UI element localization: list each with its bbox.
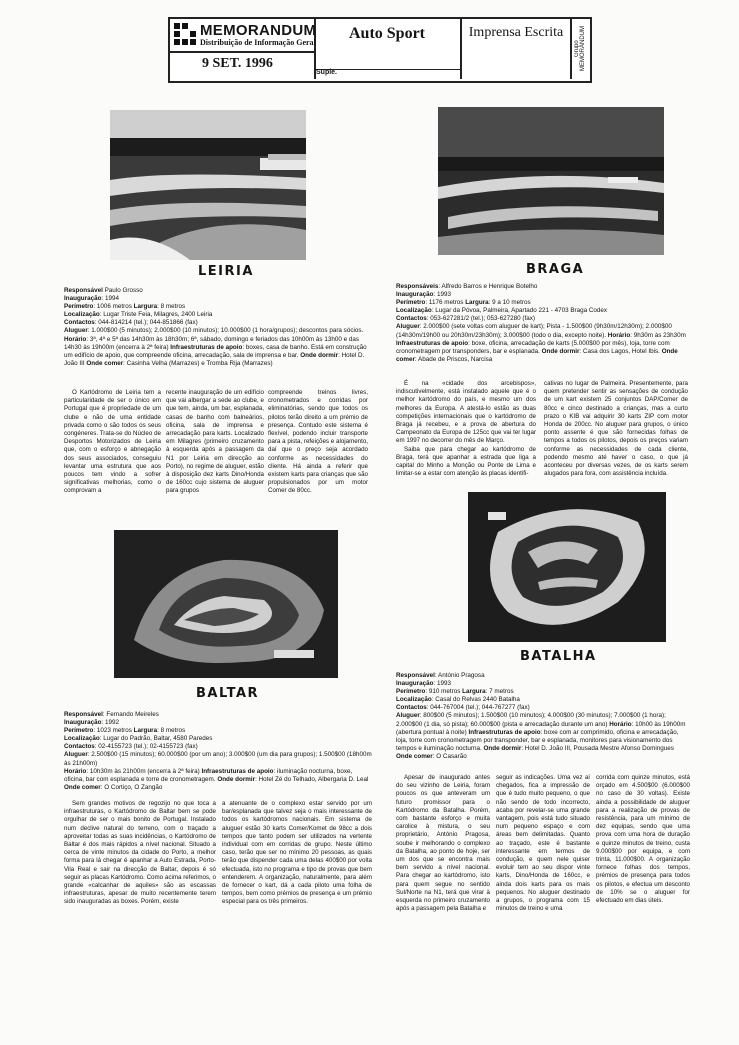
batalha-info — [396, 672, 688, 761]
batalha-track-photo — [468, 492, 666, 642]
batalha-column-2: seguir as indicações. Uma vez aí chegados, fica a impressão de que é tudo muito pequeno, o que não sendo de todo incorrecto, acaba por revelar-se uma grande vantagem, pois está tudo situado num pequeno espaço e com áreas bem delimitadas. Quanto ao traçado, este é bastante interessante em termos de condução, e quem nele quiser evoluir tem ao seu dispor vinte karts, Dino/Honda de 160cc, e ainda dois karts para os mais pequenos. No aluguer destinado a grupos, o programa com 15 minutos de treino e uma — [496, 774, 590, 913]
baltar-column-2: a atenuante de o complexo estar servido por um bar/esplanada que talvez seja o mais interessante de todos os kartódromos nacionais. Em sistema de aluguer estão 30 karts Comer/Komet de 98cc a dois tempos que tanto podem ser utilizados na vertente individual com em corridas de grupo. Neste último caso, terão que ser no mínimo 20 pessoas, as quais terão que dispender cada uma delas 400$00 por volta efectuada, isto no programa e tipo de provas que bem entenderem. A organização, naturalmente, para além de fornecer o kart, dá a cada piloto uma folha de tempos, bem como prémios de presença e um prémio especial para os três primeiros. — [222, 800, 372, 906]
memorandum-subtitle: Distribuição de Informação Geral — [200, 38, 316, 47]
batalha-column-3: corrida com quinze minutos, está orçado em 4.500$00 (6.000$00 no caso de 30 voltas). Existe ainda a possibilidade de aluguer para a realização de provas de resistência, para um mínimo de dez equipas, sendo que uma prova com uma hora de duração e quinze minutos de treino, custa 9.000$00 por equipa, e com trinta, 11.000$00. A organização fornece folhas dos tempos, prémios de presença para todos os pilotos, e efectua um desconto de 10% se o aluguer for efectuado em dias úteis. — [596, 774, 690, 905]
batalha-info-line: Perímetro: 910 metros Largura: 7 metros — [396, 688, 514, 696]
baltar-column-1: Sem grandes motivos de regozijo no que toca a infraestruturas, o Kartódromo de Baltar bem se pode orgulhar de ser o mais bonito de Portugal. Instalado num declive natural do terreno, com o traçado a aproveitar todas as suas incidências, o Kartódromo de Baltar é dos mais rápidos a nível nacional. Situado a cerca de vinte minutos da cidade do Porto, a melhor forma para lá chegar é apanhar a Auto Estrada, Porto-Vila Real e sair na direcção de Baltar, depois é só seguir as placas Kartódromo. Como acima referimos, o grande «calcanhar de aquiles» são as escassas infraestruturas, apesar de muito recentemente terem sido inauguradas as boxes. Porém, existe — [64, 800, 216, 906]
braga-info-line: Responsáveis: Alfredo Barros e Henrique Botelho — [396, 283, 538, 290]
leiria-info-line: Perímetro: 1006 metros Largura: 8 metros — [64, 303, 186, 311]
braga-track-photo — [438, 107, 664, 255]
baltar-info — [64, 711, 372, 792]
leiria-info-line: Aluguer: 1.000$00 (5 minutos); 2.000$00 (10 minutos); 10.000$00 (1 hora/grupos); descontos para sócios. — [64, 327, 364, 335]
publication-name: Auto Sport — [348, 25, 425, 42]
baltar-info-line: Aluguer: 2.500$00 (15 minutos); 60.000$00 (por um ano); 3.000$00 (um dia para grupos); 1.500$00 (18h00m às 21h00m) — [64, 751, 372, 767]
leiria-info — [64, 287, 370, 368]
batalha-info-line: Localização: Casal do Relvas 2440 Batalha — [396, 696, 520, 704]
leiria-info-line: Responsável Paulo Grosso — [64, 287, 143, 294]
braga-title: BRAGA — [526, 262, 585, 277]
memorandum-logo-icon — [174, 23, 196, 45]
batalha-info-line: Aluguer: 800$00 (5 minutos); 1.500$00 (10 minutos); 4.000$00 (30 minutos); 7.000$00 (1 hora); 2.000$00 (1 dia, só pista); 60.000$00 (pista e arrecadação durante um ano) Horário: 10h00 às 19h00m (abertura pontual à noite) Infraestruturas de apoio: boxe com ar comprimido, oficina e arrecadação, loja, torre com cronometragem por transponder, bar e esplanada, monitores para visionamento dos tempos e iluminação nocturna. Onde dormir: Hotel D. João III, Pousada Mestre Afonso Domingues Onde comer: O Casarão — [396, 712, 686, 760]
leiria-title: LEIRIA — [198, 264, 254, 279]
batalha-info-line: Responsável: António Pragosa — [396, 672, 485, 679]
leiria-info-line: Localização: Lugar Triste Feia, Milagres, 2400 Leiria — [64, 311, 213, 319]
batalha-info-line: Contactos: 044-767004 (tel.); 044-767277 (fax) — [396, 704, 530, 712]
leiria-column-3: compreende treinos livres, cronometrados e corridas por eliminatórias, sendo que todos os pilotos terão direito a um prémio de presença. Contudo este sistema é flexível, podendo incluir transporte para a pista, refeições e alojamento, daí que o preço seja acordado conforme as necessidades do cliente. Há ainda a referir que existem karts para crianças que são propulsionados por um motor Comer de 80cc. — [268, 389, 368, 495]
batalha-info-line: Inauguração: 1993 — [396, 680, 451, 688]
baltar-track-photo — [114, 530, 338, 678]
braga-info-line: Perímetro: 1176 metros Largura: 9 a 10 metros — [396, 299, 531, 307]
clipping-date: 9 SET. 1996 — [202, 56, 273, 71]
group-label: Grupo MEMORANDUM — [574, 26, 586, 72]
braga-column-1: É na «cidade dos arcebispos», indiscutivelmente, está instalado aquele que é o melhor kartódromo do país, e mesmo um dos melhores da Europa. A atestá-lo estão as duas competições internacionais que o kartódromo de Braga já recebeu, e a prova de abertura do Campeonato da Europa de 125cc que vai ter lugar em 1997 no decorrer do mês de Março. Saiba que para chegar ao kartódromo de Braga, terá que apanhar a estrada que liga a capital do Minho a Monção ou Ponte de Lima e limitar-se a estar com atenção às placas identifi- — [396, 380, 536, 478]
braga-info-line: Inauguração: 1993 — [396, 291, 451, 299]
baltar-info-line: Perímetro: 1023 metros Largura: 8 metros — [64, 727, 186, 735]
leiria-info-line: Horário: 3ª, 4ª e 5ª das 14h30m às 18h30m; 6ª, sábado, domingo e feriados das 10h00m às 13h00 e das 14h30 às 19h00m (encerra à 2ª feira) Infraestruturas de apoio: boxes, casa de banho. Está em construção um edifício de apoio, que compreende oficina, arrecadação, sala de imprensa e bar. Onde dormir: Hotel D. João III Onde comer: Casinha Velha (Marrazes) e Tromba Rija (Marrazes) — [64, 335, 367, 367]
batalha-column-1: Apesar de inaugurado antes do seu vizinho de Leiria, foram poucos os que anteveram um futuro promissor para o Kartódromo da Batalha. Porém, com bastante esforço e muita carolice à mistura, o seu proprietário, António Pragosa, soube ir melhorando o complexo da Batalha, ao ponto de hoje, ser um dos que se encontra mais bem servido a nível nacional. Para chegar ao kartódromo, isto para quem segue no sentido Sul/Norte na N1, terá que virar à esquerda no primeiro cruzamento após a passagem pela Batalha e — [396, 774, 490, 913]
baltar-info-line: Inauguração: 1992 — [64, 719, 119, 727]
leiria-column-1: O Kartódromo de Leiria tem a particularidade de ser o único em Portugal que é propriedade de um clube e não de uma entidade privada como o são todos os seus congéneres. Trata-se do Núcleo de Desportos Motorizados de Leiria que, com o esforço e abnegação dos seus associados, conseguiu levantar uma estrutura que aos poucos tem vindo a sofrer significativas melhorias, como o comprovam a — [64, 389, 161, 495]
baltar-info-line: Horário: 10h30m às 21h00m (encerra à 2ª feira) Infraestruturas de apoio: iluminação nocturna, boxe, oficina, bar com esplanada e torre de cronometragem. Onde dormir: Hotel Zé do Telhado, Albergaria D. Leal Onde comer: O Cortiço, O Zangão — [64, 767, 369, 791]
baltar-info-line: Contactos: 02-4155723 (tel.); 02-4155723 (fax) — [64, 743, 198, 751]
leiria-info-line: Inauguração: 1994 — [64, 295, 119, 303]
memorandum-logo-text: MEMORANDUM — [200, 22, 317, 39]
braga-column-2: cativas no lugar de Palmeira. Presentemente, para quem pretender sentir as sensações de condução de um kart existem 25 conjuntos DAP/Comer de 80cc e cinco destinado a crianças, mas a curto prazo o KIB vai adquirir 30 karts ZIP com motor Honda de 200cc. No aluguer para grupos, o único ponto assente é que são fornecidas folhas de tempos a todos os pilotos, depois os preços variam conforme as necessidades de cada cliente, podendo mesmo até haver o caso, o que já aconteceu por diversas vezes, de os karts serem alugados para fora, com assistência incluída. — [544, 380, 688, 478]
leiria-column-2: recente inauguração de um edifício que vai albergar a sede ao clube, e que tem, ainda, um bar, esplanada, casas de banho com balneários, oficina, sala de imprensa e arrecadação para karts. Localizado em Milagres (primeiro cruzamento à esquerda após a passagem da N1 por Leiria em direcção ao Porto), no regime de aluguer, estão à disposição dez karts Dino/Honda de 160cc cujo sistema de aluguer para grupos — [166, 389, 264, 495]
media-category: Imprensa Escrita — [468, 25, 564, 40]
batalha-title: BATALHA — [520, 649, 597, 664]
braga-info-line: Aluguer: 2.000$00 (sete voltas com aluguer de kart); Pista - 1.500$00 (9h30m/12h30m); 2.000$00 (14h30m/19h00 ou 20h30m/23h30m); 3.000$00 (todo o dia, excepto noite). Horário: 9h30m às 23h30m Infraestruturas de apoio: boxe, oficina, arrecadação de karts (5.000$00 por mês), loja, torre com cronometragem por transponders, bar e esplanada. Onde dormir: Casa dos Lagos, Hotel Ibis. Onde comer: Abade de Priscos, Narcisa — [396, 323, 686, 363]
braga-info-line: Contactos: 053-627281/2 (tel.); 053-627280 (fax) — [396, 315, 535, 323]
braga-info — [396, 283, 688, 364]
supplement-label: Suple. — [316, 69, 338, 76]
baltar-title: BALTAR — [196, 686, 260, 701]
braga-info-line: Localização: Lugar da Póvoa, Palmeira, Apartado 221 - 4703 Braga Codex — [396, 307, 608, 315]
clipping-header — [168, 17, 592, 83]
leiria-track-photo — [110, 110, 306, 260]
leiria-info-line: Contactos: 044-814214 (tel.); 044-851866 (fax) — [64, 319, 198, 327]
baltar-info-line: Responsável: Fernando Meireles — [64, 711, 159, 718]
baltar-info-line: Localização: Lugar do Padrão, Baltar, 4580 Paredes — [64, 735, 213, 743]
